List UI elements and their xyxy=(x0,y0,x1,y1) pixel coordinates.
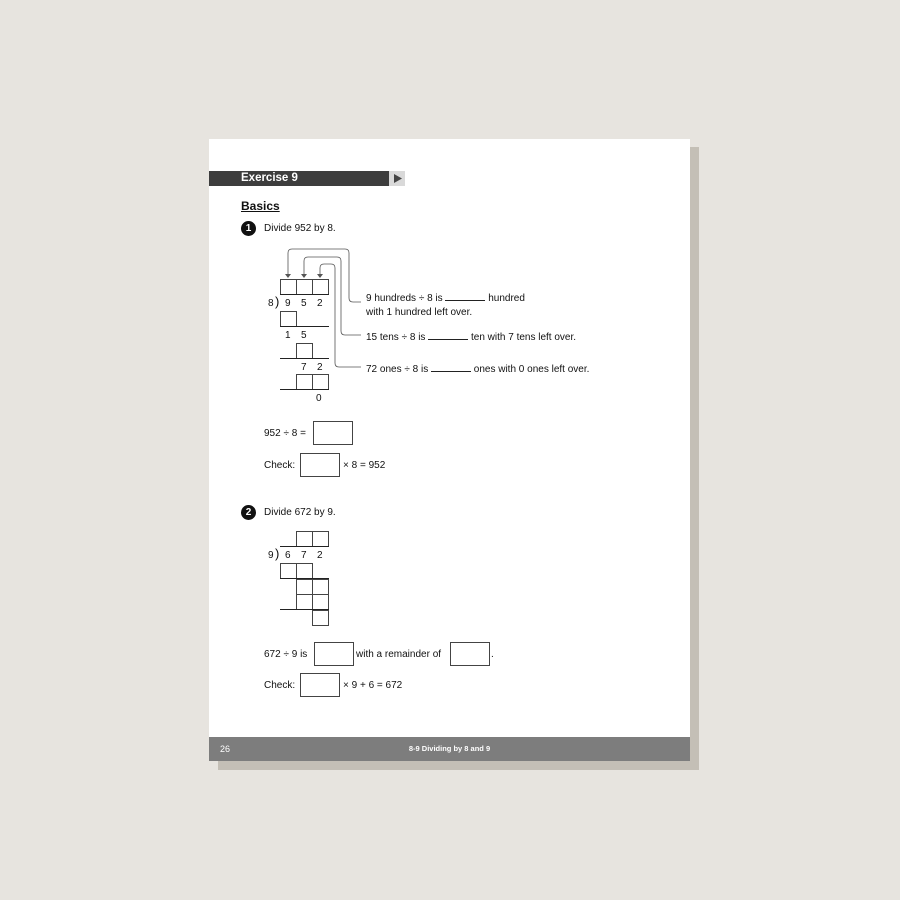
worksheet-page xyxy=(209,139,690,761)
remainder-text: with a remainder of xyxy=(356,649,442,660)
step-digit-1: 1 xyxy=(285,330,291,341)
subtract-hundreds-box[interactable] xyxy=(280,311,297,327)
step-digit-2: 2 xyxy=(317,362,323,373)
p2-work-box-4[interactable] xyxy=(312,579,329,595)
p2-work-box-6[interactable] xyxy=(312,594,329,610)
quotient-tens-box[interactable] xyxy=(296,279,313,295)
section-title: Basics xyxy=(241,199,280,213)
subtract-tens-box[interactable] xyxy=(296,343,313,359)
subtraction-line-1 xyxy=(280,326,329,327)
answer-box-1[interactable] xyxy=(313,421,353,445)
division-bracket-2: ) xyxy=(275,546,280,561)
note-hundreds-leftover: with 1 hundred left over. xyxy=(366,307,473,318)
division-bar-1 xyxy=(280,294,329,295)
step-digit-5: 5 xyxy=(301,330,307,341)
p2-work-box-3[interactable] xyxy=(296,579,313,595)
subtraction-line-2 xyxy=(280,358,329,359)
problem-1-prompt: Divide 952 by 8. xyxy=(264,223,336,234)
p2-dividend-digit-1: 6 xyxy=(285,550,291,561)
note-tens: 15 tens ÷ 8 is ten with 7 tens left over. xyxy=(366,332,577,343)
equation-2: 672 ÷ 9 is xyxy=(264,649,308,660)
check-rest-2: × 9 + 6 = 672 xyxy=(343,680,403,691)
equation-1: 952 ÷ 8 = xyxy=(264,428,306,439)
step-digit-7: 7 xyxy=(301,362,307,373)
problem-2-prompt: Divide 672 by 9. xyxy=(264,507,336,518)
answer-box-2[interactable] xyxy=(314,642,354,666)
check-label-1: Check: xyxy=(264,460,296,471)
divisor-1: 8 xyxy=(268,298,274,309)
tens-blank[interactable] xyxy=(428,330,468,340)
p2-work-box-7[interactable] xyxy=(312,610,329,626)
hundreds-blank[interactable] xyxy=(445,291,485,301)
check-box-2[interactable] xyxy=(300,673,340,697)
dividend-digit-2: 5 xyxy=(301,298,307,309)
lesson-title: 8-9 Dividing by 8 and 9 xyxy=(408,744,491,753)
p2-dividend-digit-3: 2 xyxy=(317,550,323,561)
p2-work-box-2[interactable] xyxy=(296,563,313,579)
exercise-title: Exercise 9 xyxy=(241,172,298,184)
p2-quotient-tens-box[interactable] xyxy=(296,531,313,547)
division-bracket-1: ) xyxy=(275,294,280,309)
check-rest-1: × 8 = 952 xyxy=(343,460,386,471)
note-ones: 72 ones ÷ 8 is ones with 0 ones left over. xyxy=(366,364,590,375)
subtraction-line-3 xyxy=(280,389,329,390)
quotient-ones-box[interactable] xyxy=(312,279,329,295)
p2-quotient-ones-box[interactable] xyxy=(312,531,329,547)
quotient-hundreds-box[interactable] xyxy=(280,279,297,295)
final-remainder: 0 xyxy=(316,393,322,404)
problem-1-number: 1 xyxy=(241,221,256,236)
remainder-box[interactable] xyxy=(450,642,490,666)
check-box-1[interactable] xyxy=(300,453,340,477)
check-label-2: Check: xyxy=(264,680,296,691)
subtract-ones-box-b[interactable] xyxy=(312,374,329,390)
dividend-digit-3: 2 xyxy=(317,298,323,309)
problem-2-number: 2 xyxy=(241,505,256,520)
p2-work-box-1[interactable] xyxy=(280,563,297,579)
note-hundreds: 9 hundreds ÷ 8 is hundred xyxy=(366,293,525,304)
remainder-period: . xyxy=(491,649,494,660)
division-bar-2 xyxy=(280,546,329,547)
p2-work-box-5[interactable] xyxy=(296,594,313,610)
divisor-2: 9 xyxy=(268,550,274,561)
dividend-digit-1: 9 xyxy=(285,298,291,309)
page-number: 26 xyxy=(220,744,231,754)
ones-blank[interactable] xyxy=(431,362,471,372)
subtract-ones-box-a[interactable] xyxy=(296,374,313,390)
page-footer xyxy=(209,737,690,761)
p2-dividend-digit-2: 7 xyxy=(301,550,307,561)
